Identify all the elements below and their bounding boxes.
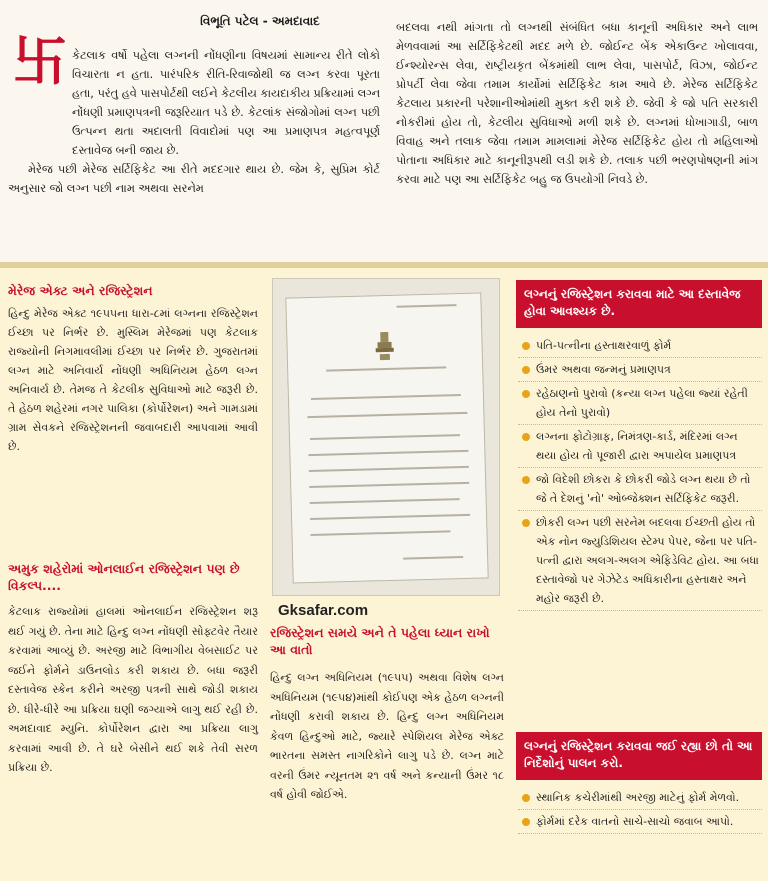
bullet-icon — [522, 342, 530, 350]
top-section — [0, 0, 768, 262]
list-item: સ્થાનિક કચેરીમાંથી અરજી માટેનું ફોર્મ મેળવો. — [518, 786, 762, 810]
list-item: રહેઠાણનો પુરાવો (કન્યા લગ્ન પહેલા જ્યાં રહેતી હોય તેનો પુરાવો) — [518, 382, 762, 425]
bullet-icon — [522, 390, 530, 398]
bullet-icon — [522, 366, 530, 374]
intro-continued: બદલવા નથી માંગતા તો લગ્નથી સંબંધિત બધા કાનૂની અધિકાર અને લાભ મેળવવામાં આ સર્ટિફિકેટથી મદદ મળે છે. જોઈન્ટ બેંક એકાઉન્ટ ખોલાવવા, ઈન્શ્યોરન્સ લેવા, રાષ્ટ્રીયકૃત બેંકમાંથી લાભ લેવા, પાસપોર્ટ, વિઝા, જોઈન્ટ પ્રોપર્ટી લેવા જેવા તમામ કાર્યોમાં સર્ટિફિકેટ કામ આવે છે. મેરેજ સર્ટિફિકેટ કેટલાય પ્રકારની પરેશાનીઓમાંથી મુક્ત કરી શકે છે. જેવી કે જો પતિ સરકારી નોકરીમાં હોય તો, કેટલીય સુવિધાઓ મળી શકે છે. લગ્નમાં ધોખાગાડી, બાળ વિવાહ અને તલાક જેવા તમામ મામલામાં મેરેજ સર્ટિફિકેટ હોય તો મહિલાઓ પોતાના અધિકાર માટે કાનૂનીરૂપથી લડી શકે છે. તલાક પછી ભરણપોષણની માંગ કરવા માટે પણ આ સર્ટિફિકેટ બહુ જ ઉપયોગી નિવડે છે. — [396, 21, 758, 186]
column-right — [508, 268, 768, 881]
swastika-icon: 卐 — [13, 30, 67, 93]
emblem-icon — [371, 330, 398, 363]
list-item: પતિ-પત્નીના હસ્તાક્ષરવાળું ફોર્મ — [518, 334, 762, 358]
list-item: જો વિદેશી છોકરા કે છોકરી જોડે લગ્ન થયા છે તો જે તે દેશનું 'નો' ઓબ્જેક્શન સર્ટિફિકેટ જરૂરી. — [518, 468, 762, 511]
text-online-registration: કેટલાક રાજ્યોમાં હાલમાં ઓનલાઈન રજિસ્ટ્રેશન શરૂ થઈ ગયું છે. તેના માટે હિન્દુ લગ્ન નોંધણી સોફ્ટવેર તૈયાર કરવામાં આવ્યું છે. અરજી માટે વિભાગીય વેબસાઈટ પર જઈને ફોર્મને ડાઉનલોડ કરી શકાય છે. બધા જરૂરી દસ્તાવેજ સ્કેન કરીને અરજી પત્રની સાથે જોડી શકાય છે. ધીરે-ધીરે આ પ્રક્રિયા ઘણી જગ્યાએ લાગુ થઈ રહી છે. અમદાવાદ મ્યુનિ. કોર્પોરેશન દ્વારા આ પ્રક્રિયા લાગુ કરવામાં આવી છે. તે ઘરે બેસીને થઈ શકે તેવી સરળ પ્રક્રિયા છે. — [8, 605, 258, 774]
bullet-icon — [522, 433, 530, 441]
bullet-icon — [522, 818, 530, 826]
text-marriage-act: હિન્દુ મેરેજ એક્ટ ૧૯૫૫ના ધારા-૮માં લગ્નના રજિસ્ટ્રેશન ઈચ્છા પર નિર્ભર છે. મુસ્લિમ મેરેજમાં પણ કેટલાક રાજ્યોની નિગમાવલીમાં ઈચ્છા પર નિર્ભર છે. ગુજરાતમાં લગ્ન માટે અનિવાર્ય નોંધણી અધિનિયમ હેઠળ લગ્ન અનિવાર્ય છે. તેમજ તે કેટલીક સુવિધાઓ માટે જરૂરી છે. તે હેઠળ શહેરમાં નગર પાલિકા (કોર્પોરેશન) અને ગામડામાં ગ્રામ સેવકને રજિસ્ટ્રેશનની જવાબદારી આપવામાં આવી છે. — [8, 307, 258, 453]
heading-online-registration: અમુક શહેરોમાં ઓનલાઈન રજિસ્ટ્રેશન પણ છે વિકલ્પ.... — [8, 561, 240, 593]
bullet-icon — [522, 519, 530, 527]
certificate-paper — [285, 292, 488, 583]
list-item: ફોર્મમાં દરેક વાતનો સાચે-સાચો જવાબ આપો. — [518, 810, 762, 834]
instructions-list — [518, 786, 762, 834]
intro-column-right — [396, 18, 758, 189]
list-item: લગ્નના ફોટોગ્રાફ, નિમંત્રણ-કાર્ડ, મંદિરમાં લગ્ન થયા હોય તો પૂજારી દ્વારા અપાયેલ પ્રમાણપત્ર — [518, 425, 762, 468]
heading-marriage-act: મેરેજ એક્ટ અને રજિસ્ટ્રેશન — [8, 283, 153, 298]
watermark-text: Gksafar.com — [278, 602, 369, 619]
certificate-image — [272, 278, 500, 596]
intro-column — [8, 46, 380, 198]
list-item: ઉંમર અથવા જન્મનું પ્રમાણપત્ર — [518, 358, 762, 382]
intro-paragraph-2: મેરેજ પછી મેરેજ સર્ટિફિકેટ આ રીતે મદદગાર થાય છે. જેમ કે, સુપ્રિમ કોર્ટ અનુસાર જો લગ્ન પછી નામ અથવા સરનેમ — [8, 163, 380, 195]
banner-instructions: લગ્નનું રજિસ્ટ્રેશન કરાવવા જઈ રહ્યા છો તો આ નિર્દેશોનું પાલન કરો. — [516, 732, 762, 780]
byline: વિભૂતિ પટેલ - અમદાવાદ — [200, 14, 320, 28]
heading-registration-tips: રજિસ્ટ્રેશન સમયે અને તે પહેલા ધ્યાન રાખો આ વાતો — [270, 625, 490, 657]
column-left — [0, 268, 262, 881]
text-registration-tips: હિન્દુ લગ્ન અધિનિયમ (૧૯૫૫) અથવા વિશેષ લગ્ન અધિનિયમ (૧૯૫૪)માંથી કોઈપણ એક હેઠળ લગ્નની નોંધણી કરાવી શકાય છે. હિન્દુ લગ્ન અધિનિયમ કેવળ હિન્દુઓ માટે, જ્યારે સ્પેશિયલ મેરેજ એક્ટ ભારતના સમસ્ત નાગરિકોને લાગુ પડે છે. લગ્ન માટે વરની ઉંમર ન્યૂનતમ ૨૧ વર્ષ અને કન્યાની ઉંમર ૧૮ વર્ષ હોવી જોઈએ. — [270, 671, 504, 801]
bullet-icon — [522, 476, 530, 484]
column-middle — [262, 268, 508, 881]
intro-paragraph: કેટલાક વર્ષો પહેલા લગ્નની નોંધણીના વિષયમાં સામાન્ય રીતે લોકો વિચારતા ન હતા. પારંપરિક રીતિ-રિવાજોથી જ લગ્ન કરવા પૂરતા હતા, પરંતુ હવે પાસપોર્ટથી લઈને કેટલીય કાયદાકીય પ્રક્રિયામાં લગ્ન નોંધણી પ્રમાણપત્રની જરૂરિયાત પડે છે. કેટલાંક સંજોગોમાં લગ્ન પછી ઉત્પન્ન થતા અદાલતી વિવાદોમાં પણ આ પ્રમાણપત્ર મહત્વપૂર્ણ દસ્તાવેજ બની જાય છે. — [72, 49, 380, 157]
list-item: છોકરી લગ્ન પછી સરનેમ બદલવા ઈચ્છતી હોય તો એક નોન જ્યુડિશિયલ સ્ટેમ્પ પેપર, જેના પર પતિ-પત્ની દ્વારા અલગ-અલગ એફિડેવિટ હોય. આ બધા દસ્તાવેજો પર ગેઝેટેડ અધિકારીના હસ્તાક્ષર અને મહોર જરૂરી છે. — [518, 511, 762, 611]
documents-list — [518, 334, 762, 611]
banner-documents: લગ્નનું રજિસ્ટ્રેશન કરાવવા માટે આ દસ્તાવેજ હોવા આવશ્યક છે. — [516, 280, 762, 328]
bullet-icon — [522, 794, 530, 802]
